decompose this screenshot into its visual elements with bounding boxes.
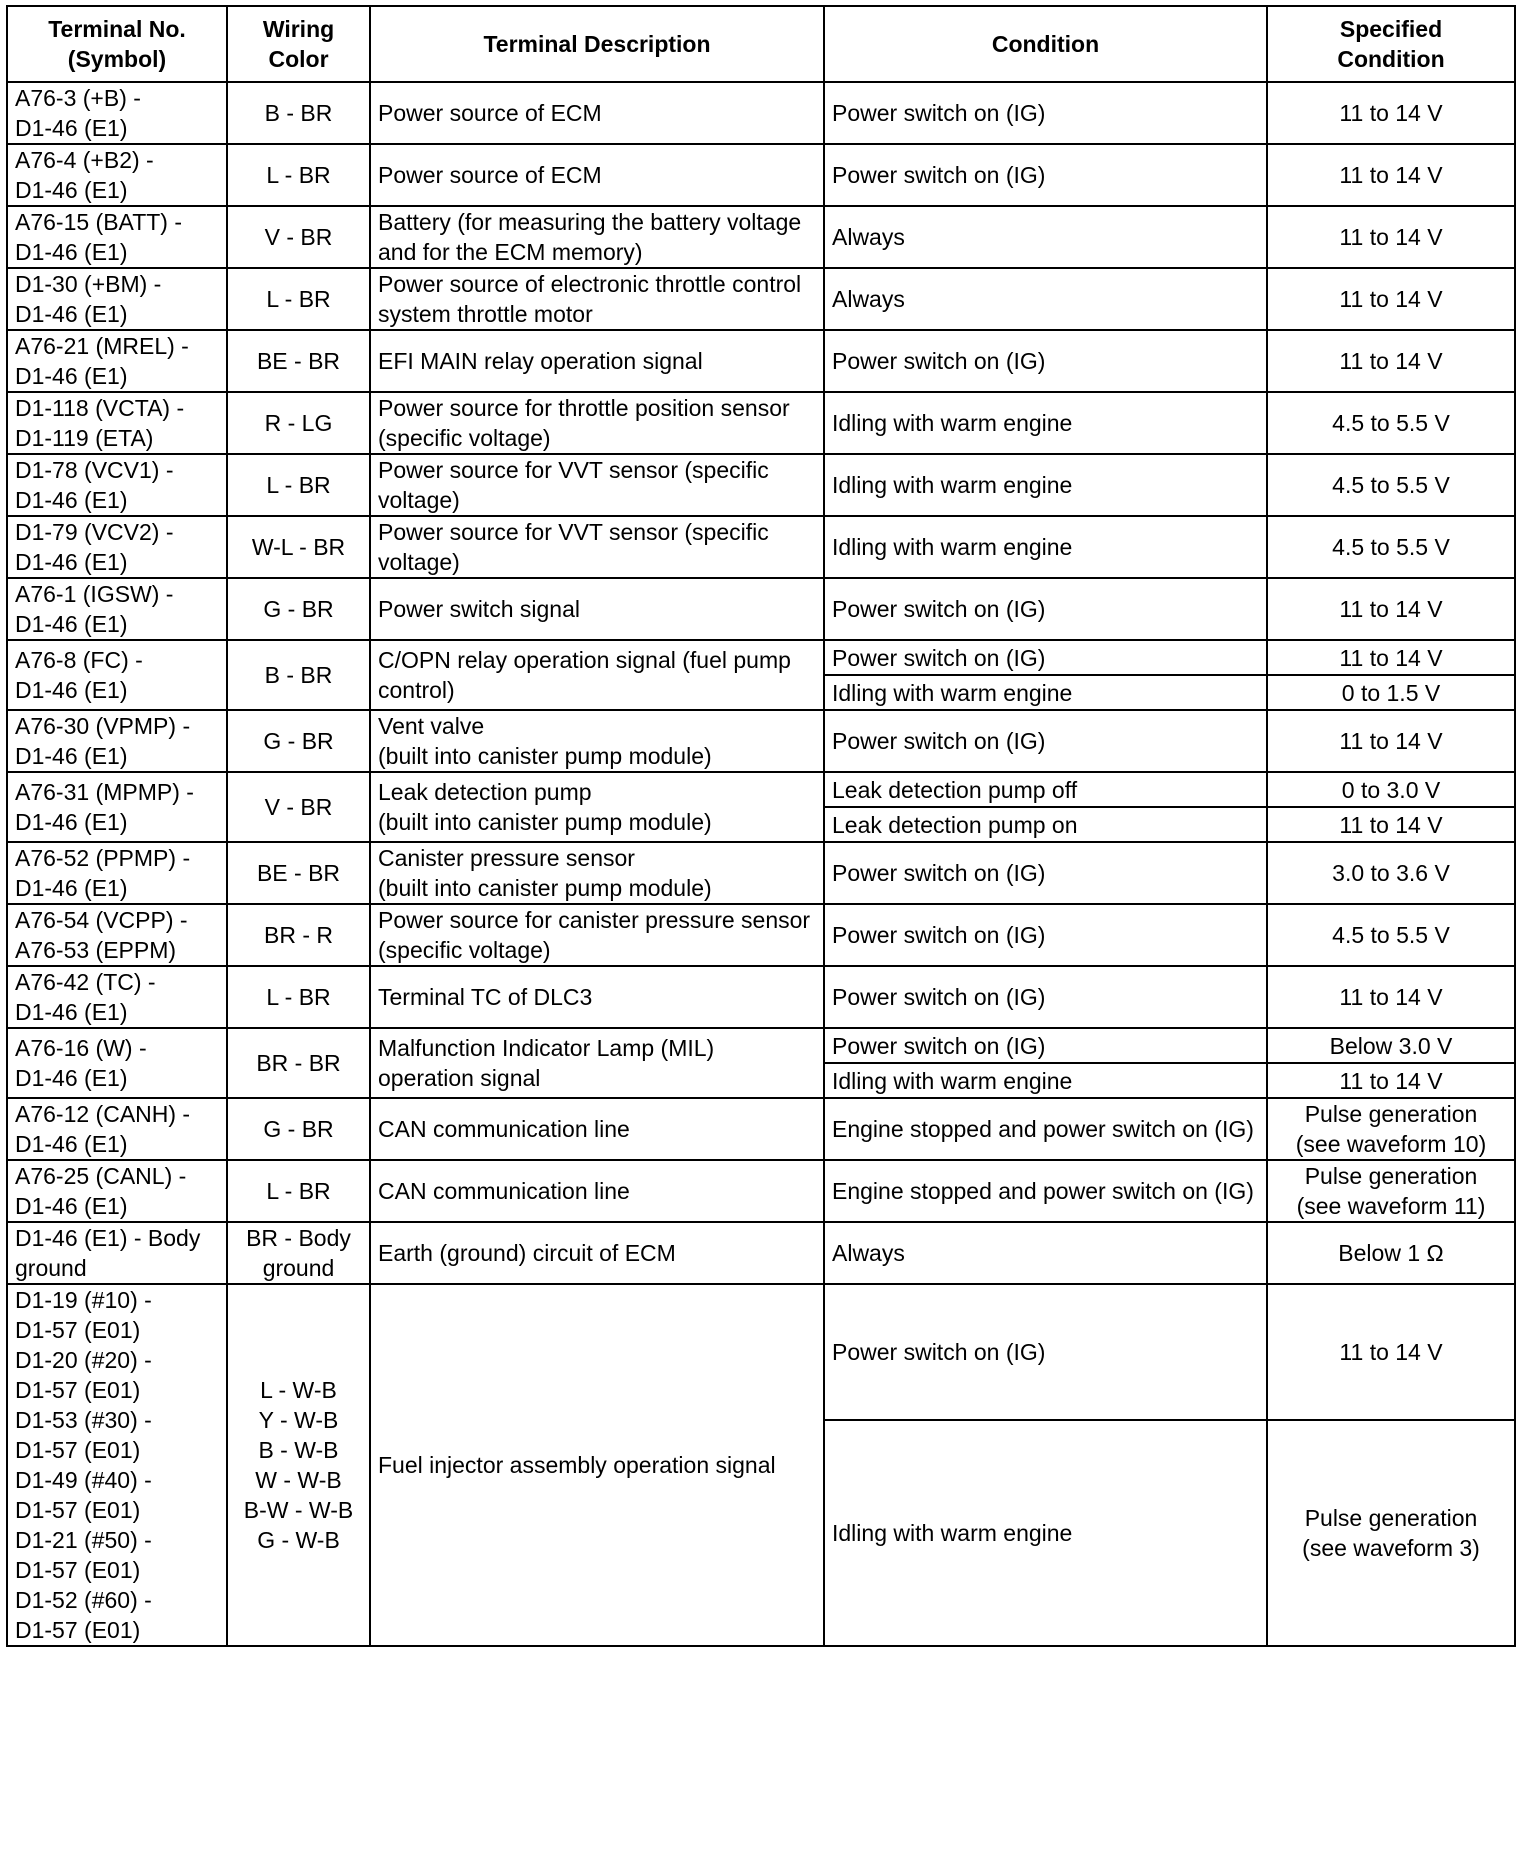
- condition-cell: Power switch on (IG): [824, 904, 1267, 966]
- description-cell: Power source of ECM: [370, 144, 824, 206]
- description-cell: Terminal TC of DLC3: [370, 966, 824, 1028]
- condition-cell: Power switch on (IG): [824, 578, 1267, 640]
- condition-cell: Engine stopped and power switch on (IG): [824, 1098, 1267, 1160]
- table-row: [7, 772, 1515, 807]
- description-cell: EFI MAIN relay operation signal: [370, 330, 824, 392]
- description-cell: Power switch signal: [370, 578, 824, 640]
- header-row: [7, 6, 1515, 82]
- table-row: [7, 710, 1515, 772]
- terminal-cell: A76-25 (CANL) - D1-46 (E1): [7, 1160, 227, 1222]
- spec-cell: Pulse generation (see waveform 11): [1267, 1160, 1515, 1222]
- spec-cell: 11 to 14 V: [1267, 144, 1515, 206]
- wiring-color-cell: V - BR: [227, 772, 370, 842]
- condition-cell: Idling with warm engine: [824, 516, 1267, 578]
- spec-cell: 11 to 14 V: [1267, 578, 1515, 640]
- condition-cell: Power switch on (IG): [824, 82, 1267, 144]
- description-cell: CAN communication line: [370, 1160, 824, 1222]
- spec-cell: Pulse generation (see waveform 10): [1267, 1098, 1515, 1160]
- spec-cell: 11 to 14 V: [1267, 640, 1515, 675]
- spec-cell: 4.5 to 5.5 V: [1267, 904, 1515, 966]
- table-row: [7, 392, 1515, 454]
- description-cell: Power source for VVT sensor (specific voltage): [370, 454, 824, 516]
- terminal-cell: D1-30 (+BM) - D1-46 (E1): [7, 268, 227, 330]
- table-row: [7, 966, 1515, 1028]
- condition-cell: Always: [824, 206, 1267, 268]
- spec-cell: 11 to 14 V: [1267, 710, 1515, 772]
- wiring-color-cell: L - BR: [227, 966, 370, 1028]
- description-cell: Leak detection pump (built into canister pump module): [370, 772, 824, 842]
- spec-cell: 0 to 3.0 V: [1267, 772, 1515, 807]
- spec-cell: 11 to 14 V: [1267, 82, 1515, 144]
- description-cell: Earth (ground) circuit of ECM: [370, 1222, 824, 1284]
- condition-cell: Idling with warm engine: [824, 392, 1267, 454]
- spec-cell: 11 to 14 V: [1267, 1284, 1515, 1420]
- description-cell: Canister pressure sensor (built into canister pump module): [370, 842, 824, 904]
- wiring-color-cell: BR - R: [227, 904, 370, 966]
- terminal-cell: A76-30 (VPMP) - D1-46 (E1): [7, 710, 227, 772]
- spec-cell: 11 to 14 V: [1267, 268, 1515, 330]
- table-row: [7, 904, 1515, 966]
- condition-cell: Power switch on (IG): [824, 1284, 1267, 1420]
- table-row: [7, 268, 1515, 330]
- description-cell: Power source of electronic throttle control system throttle motor: [370, 268, 824, 330]
- condition-cell: Power switch on (IG): [824, 842, 1267, 904]
- description-cell: Vent valve (built into canister pump module): [370, 710, 824, 772]
- spec-cell: 11 to 14 V: [1267, 1063, 1515, 1098]
- terminal-cell: D1-19 (#10) - D1-57 (E01) D1-20 (#20) - D1-57 (E01) D1-53 (#30) - D1-57 (E01) D1-49 (#40) - D1-57 (E01) D1-21 (#50) - D1-57 (E01) D1-52 (#60) - D1-57 (E01): [7, 1284, 227, 1646]
- description-cell: Battery (for measuring the battery voltage and for the ECM memory): [370, 206, 824, 268]
- wiring-color-cell: BR - BR: [227, 1028, 370, 1098]
- wiring-color-cell: B - BR: [227, 82, 370, 144]
- description-cell: Power source for throttle position sensor (specific voltage): [370, 392, 824, 454]
- table-row: [7, 1284, 1515, 1420]
- terminal-cell: A76-54 (VCPP) - A76-53 (EPPM): [7, 904, 227, 966]
- terminal-cell: A76-31 (MPMP) - D1-46 (E1): [7, 772, 227, 842]
- table-row: [7, 206, 1515, 268]
- condition-cell: Power switch on (IG): [824, 640, 1267, 675]
- wiring-color-cell: V - BR: [227, 206, 370, 268]
- terminal-cell: D1-46 (E1) - Body ground: [7, 1222, 227, 1284]
- condition-cell: Power switch on (IG): [824, 966, 1267, 1028]
- table-row: [7, 330, 1515, 392]
- condition-cell: Leak detection pump on: [824, 807, 1267, 842]
- wiring-color-cell: BR - Body ground: [227, 1222, 370, 1284]
- terminal-spec-table: [6, 5, 1516, 1647]
- spec-cell: 3.0 to 3.6 V: [1267, 842, 1515, 904]
- terminal-cell: A76-3 (+B) - D1-46 (E1): [7, 82, 227, 144]
- table-row: [7, 82, 1515, 144]
- terminal-cell: A76-12 (CANH) - D1-46 (E1): [7, 1098, 227, 1160]
- condition-cell: Leak detection pump off: [824, 772, 1267, 807]
- description-cell: Malfunction Indicator Lamp (MIL) operation signal: [370, 1028, 824, 1098]
- table-row: [7, 1098, 1515, 1160]
- terminal-cell: A76-16 (W) - D1-46 (E1): [7, 1028, 227, 1098]
- condition-cell: Power switch on (IG): [824, 144, 1267, 206]
- terminal-cell: A76-15 (BATT) - D1-46 (E1): [7, 206, 227, 268]
- condition-cell: Idling with warm engine: [824, 1420, 1267, 1646]
- terminal-cell: A76-42 (TC) - D1-46 (E1): [7, 966, 227, 1028]
- table-row: [7, 640, 1515, 675]
- condition-cell: Power switch on (IG): [824, 330, 1267, 392]
- description-cell: Power source for VVT sensor (specific voltage): [370, 516, 824, 578]
- spec-cell: 0 to 1.5 V: [1267, 675, 1515, 710]
- wiring-color-cell: L - BR: [227, 454, 370, 516]
- table-body: [7, 82, 1515, 1646]
- spec-cell: 4.5 to 5.5 V: [1267, 392, 1515, 454]
- wiring-color-cell: BE - BR: [227, 842, 370, 904]
- terminal-cell: D1-118 (VCTA) - D1-119 (ETA): [7, 392, 227, 454]
- wiring-color-cell: BE - BR: [227, 330, 370, 392]
- condition-cell: Idling with warm engine: [824, 675, 1267, 710]
- spec-cell: 4.5 to 5.5 V: [1267, 454, 1515, 516]
- terminal-cell: A76-4 (+B2) - D1-46 (E1): [7, 144, 227, 206]
- header-specified-condition: Specified Condition: [1267, 6, 1515, 82]
- description-cell: C/OPN relay operation signal (fuel pump control): [370, 640, 824, 710]
- description-cell: Fuel injector assembly operation signal: [370, 1284, 824, 1646]
- wiring-color-cell: B - BR: [227, 640, 370, 710]
- condition-cell: Idling with warm engine: [824, 1063, 1267, 1098]
- terminal-cell: A76-1 (IGSW) - D1-46 (E1): [7, 578, 227, 640]
- table-row: [7, 842, 1515, 904]
- description-cell: CAN communication line: [370, 1098, 824, 1160]
- wiring-color-cell: G - BR: [227, 1098, 370, 1160]
- spec-cell: Below 1 Ω: [1267, 1222, 1515, 1284]
- wiring-color-cell: L - BR: [227, 268, 370, 330]
- spec-cell: 11 to 14 V: [1267, 330, 1515, 392]
- condition-cell: Idling with warm engine: [824, 454, 1267, 516]
- table-row: [7, 454, 1515, 516]
- terminal-cell: D1-78 (VCV1) - D1-46 (E1): [7, 454, 227, 516]
- spec-cell: Pulse generation (see waveform 3): [1267, 1420, 1515, 1646]
- condition-cell: Power switch on (IG): [824, 710, 1267, 772]
- spec-cell: 11 to 14 V: [1267, 206, 1515, 268]
- wiring-color-cell: L - BR: [227, 144, 370, 206]
- table-row: [7, 1160, 1515, 1222]
- terminal-cell: A76-8 (FC) - D1-46 (E1): [7, 640, 227, 710]
- wiring-color-cell: L - W-B Y - W-B B - W-B W - W-B B-W - W-B G - W-B: [227, 1284, 370, 1646]
- description-cell: Power source for canister pressure sensor (specific voltage): [370, 904, 824, 966]
- condition-cell: Engine stopped and power switch on (IG): [824, 1160, 1267, 1222]
- terminal-cell: A76-52 (PPMP) - D1-46 (E1): [7, 842, 227, 904]
- condition-cell: Power switch on (IG): [824, 1028, 1267, 1063]
- table-row: [7, 578, 1515, 640]
- header-condition: Condition: [824, 6, 1267, 82]
- condition-cell: Always: [824, 268, 1267, 330]
- spec-cell: Below 3.0 V: [1267, 1028, 1515, 1063]
- header-terminal-description: Terminal Description: [370, 6, 824, 82]
- table-row: [7, 1028, 1515, 1063]
- wiring-color-cell: R - LG: [227, 392, 370, 454]
- table-row: [7, 1222, 1515, 1284]
- spec-cell: 4.5 to 5.5 V: [1267, 516, 1515, 578]
- header-terminal: Terminal No. (Symbol): [7, 6, 227, 82]
- wiring-color-cell: W-L - BR: [227, 516, 370, 578]
- description-cell: Power source of ECM: [370, 82, 824, 144]
- spec-cell: 11 to 14 V: [1267, 807, 1515, 842]
- table-row: [7, 144, 1515, 206]
- wiring-color-cell: L - BR: [227, 1160, 370, 1222]
- condition-cell: Always: [824, 1222, 1267, 1284]
- header-wiring-color: Wiring Color: [227, 6, 370, 82]
- terminal-cell: A76-21 (MREL) - D1-46 (E1): [7, 330, 227, 392]
- wiring-color-cell: G - BR: [227, 710, 370, 772]
- terminal-cell: D1-79 (VCV2) - D1-46 (E1): [7, 516, 227, 578]
- spec-cell: 11 to 14 V: [1267, 966, 1515, 1028]
- wiring-color-cell: G - BR: [227, 578, 370, 640]
- table-row: [7, 516, 1515, 578]
